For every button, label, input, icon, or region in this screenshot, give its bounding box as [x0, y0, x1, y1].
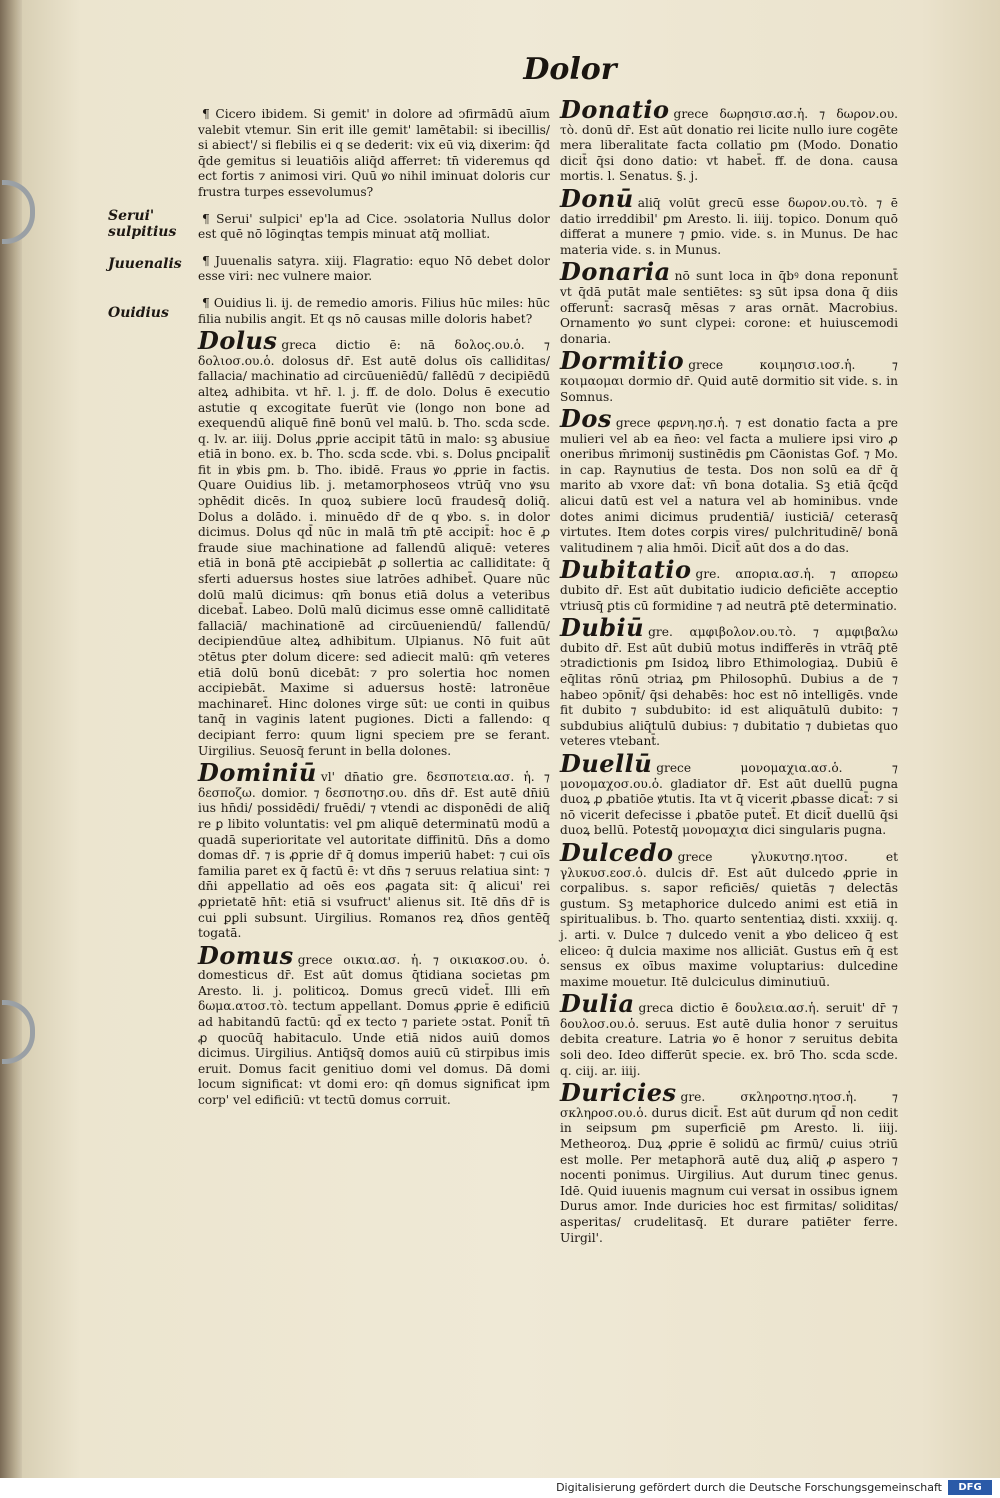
entry-headword: Dulia: [560, 989, 635, 1019]
margin-note: Ouidius: [108, 305, 169, 321]
entry: [560, 555, 898, 614]
entry-text: grece δωρησισ.ασ.ἡ. ⁊ δωρον.ου. τὸ. donū dr̄. Est aūt donatio rei licite nullo iure cogēte mera liberalitate facta collatio ꝑm (Modo. Donatio dicit̄ q̄si dono datio: vt habet̄. ff. de dona. causa mortis. l. Senatus. §. j.: [560, 107, 898, 184]
entry-headword: Dos: [560, 404, 612, 434]
entry: [560, 404, 898, 556]
entry-headword: Dubitatio: [560, 555, 692, 585]
footer-credit: Digitalisierung gefördert durch die Deutsche Forschungsgemeinschaft: [556, 1481, 942, 1494]
entry-headword: Dolus: [198, 326, 278, 356]
entry-text: aliq̄ volūt grecū esse δωρον.ου.τὸ. ⁊ ē datio irreddibil' ꝑm Aresto. li. iiij. topico. Donum quō differat a munere ⁊ ꝑmio. vide. s. in Munus. De hac materia vide. s. in Munus.: [560, 195, 898, 257]
running-head: Dolor: [523, 52, 617, 87]
entry: [560, 95, 898, 185]
entry-headword: Donū: [560, 183, 634, 213]
entry: [560, 613, 898, 750]
entry-text: grece κοιμησισ.ιοσ.ἡ. ⁊ κοιμαομαι dormio dr̄. Quid autē dormitio sit vide. s. in Somnus.: [560, 358, 898, 404]
entry-text: nō sunt loca in q̄bꝰ dona reponunt̄ vt q̄dā putāt male sentiētes: sꝫ sūt ipsa dona q̄ diis offerunt̄: sacrasq̄ mēsas ⁊ aras ornāt. Macrobius. Ornamento ꝟo sunt clypei: corone: et huiuscemodi donaria.: [560, 269, 898, 346]
entry-headword: Dominiū: [198, 758, 317, 788]
entry: [560, 183, 898, 258]
entry-text: gre. απορια.ασ.ἡ. ⁊ απορεω dubito dr̄. Est aūt dubitatio iudicio deficiēte acceptio vtriusq̄ ꝑtis cū formidine ⁊ ad neutrā ꝑtē determinatio.: [560, 567, 898, 613]
right-column: [560, 95, 898, 1248]
entry-headword: Dulcedo: [560, 837, 674, 867]
entry-headword: Domus: [198, 940, 294, 970]
entry: [560, 346, 898, 405]
entry: [560, 748, 898, 839]
entry-text: grece μονομαχια.ασ.ὁ. ⁊ μονομαχοσ.ου.ὁ. gladiator dr̄. Est aūt duellū pugna duoꝝ ꝓ ꝓbatiōe ꝟtutis. Ita vt q̄ vicerit ꝓbasse dicat̄: ⁊ si nō vicerit defecisse i ꝓbatōe putet̄. Et dicit̄ duellū q̄si duoꝝ bellū. Potestq̄ μονομαχια dici singularis pugna.: [560, 760, 898, 838]
entry-text: gre. σκληροτησ.ητοσ.ἡ. ⁊ σκληροσ.ου.ὁ. durus dicit̄. Est aūt durum qd̄ non cedit in seipsum ꝑm superficiē ꝑm Aresto. li. iiij. Metheoroꝝ. Duꝝ ꝓprie ē solidū ac firmū/ cuius ↄtriū est molle. Per metaphorā autē duꝝ aliq̄ ꝓ aspero ⁊ nocenti ponimus. Uirgilius. Aut durum tinec genus. Idē. Quid iuuenis magnum cui versat in ossibus ignem Durus amor. Inde duricies hoc est firmitas/ soliditas/ asperitas/ crudelitasq̄. Et durare patiēter ferre. Uirgil'.: [560, 1090, 898, 1245]
dfg-logo: DFG: [948, 1480, 992, 1495]
entry: [198, 245, 550, 285]
entry: [198, 326, 550, 759]
entry-text: ¶ Cicero ibidem. Si gemit' in dolore ad ↄfirmādū aīum valebit vtemur. Sin erit ille gemit' lamētabil: si ibecillis/ si abiect'/ si flebilis ei q se dederit: vix eū viꝝ dixerim: q̄d q̄de gemitus si leuatiōis aliq̄d afferret: tn̄ videremus qd ect fortis ⁊ animosi viri. Quū ꝟo nihil iminuat doloris cur frustra turpes essevolumus?: [198, 107, 550, 199]
entry-text: grece οικια.ασ. ἡ. ⁊ οικιακοσ.ου. ὁ. domesticus dr̄. Est aūt domus q̄tidiana societas ꝑm Aresto. li. j. politicoꝝ. Domus grecū videt̄. Illi em̄ δωμα.ατοσ.τὸ. tectum appellant. Domus ꝓprie ē edificiū ad habitandū factū: qd̄ ex tecto ⁊ pariete ↄstat. Ponit̄ tn̄ ꝓ quocūq̄ habitaculo. Unde etiā nidos auiū domos dicimus. Uirgilius. Antiq̄sq̄ domos auiū cū stirpibus imis eruit. Domus facit genitiuo domi vel domus. Dā domi locum significat: vt domi ero: qn̄ domus significat ipm corp' vel edificiū: vt tectū domus corruit.: [198, 952, 550, 1108]
entry: [198, 203, 550, 243]
margin-note: Juuenalis: [108, 256, 182, 272]
margin-note: Serui' sulpitius: [108, 208, 177, 240]
entry: [560, 837, 898, 990]
entry: [560, 1078, 898, 1246]
entry-text: grece γλυκυτησ.ητοσ. et γλυκυσ.εοσ.ὁ. dulcis dr̄. Est aūt dulcedo ꝓprie in corꝑalibus. s. sapor reficiēs/ quietās ⁊ delectās gustum. Sꝫ metaphorice dulcedo animi est etiā in spiritualibus. b. Tho. quarto sententiaꝝ disti. xxxiij. q. j. arti. v. Dulce ⁊ dulcedo venit a ꝟbo deliceo q̄ est eliceo: q̄ dulcia maxime nos alliciāt. Gustus em̄ q̄ est sensus ex oībus maxime voluptarius: dulcedine maxime mouetur. Itē dulciculus diminutiuū.: [560, 849, 898, 989]
entry-headword: Dubiū: [560, 613, 645, 643]
entry-text: ¶ Serui' sulpici' ep'la ad Cice. ↄsolatoria Nullus dolor est quē nō lōginqtas tempis minuat atq̄ molliat.: [198, 211, 550, 242]
entry-text: greca dictio ē: nā δολος.ου.ὁ. ⁊ δολιοσ.ου.ὁ. dolosus dr̄. Est autē dolus oīs calliditas/ fallacia/ machinatio ad circūueniēdū/ fallēdū ⁊ decipiēdū alteꝝ adhibita. vt hr̄. l. j. ff. de dolo. Dolus ē executio astutie q excogitate fuerūt vie (longo non bone ad exequendū aliquē finē bonū vel malū. b. Tho. scda scde. q. lv. ar. iiij. Dolus ꝓprie accipit tātū in malo: sꝫ abusiue etiā in bono. ex. b. Tho. scda scde. vbi. s. Dolus ꝑncipalit̄ fit in ꝟbis ꝑm. b. Tho. ibidē. Fraus ꝟo ꝓprie in factis. Quare Ouidius lib. j. metamorphoseos vtrūq̄ vno ꝟsu ↄphēdit dicēs. In quoꝝ subiere locū fraudesq̄ doliq̄. Dolus a dolādo. i. minuēdo dr̄ de q ꝟbo. s. in dolor dicimus. Dolus qd̄ nūc in malā tm̄ ꝑtē accipit̄: hoc ē ꝓ fraude siue machinatione ad fallendū aliquē: veteres etiā in bonā ꝑtē accipiebāt ꝓ sollertia ac calliditate: q̄ sferti aduersus hostes siue latrōes adhibet̄. Quare nūc dolū malū dicimus: qm̄ bonus etiā dolus a veteribus dicebat̄. Labeo. Dolū malū dicimus esse omnē calliditatē fallaciā/ machinationē ad circūueniendū/ fallendū/ decipiendūue alteꝝ adhibitum. Ulpianus. Nō fuit aūt ↄtētus ꝑter dolum dicere: sed adiecit malū: qm̄ veteres etiā dolū bonū dicebāt: ⁊ pro solertia hoc nomen accipiebāt. Maxime si aduersus hostē: latronēue machinaret̄. Hinc dolones virge sūt: ue conti in quibus tanq̄ in vaginis latent pugiones. Dicti a fallendo: q decipiant ferro: quum ligni speciem pre se ferant. Uirgilius. Seuosq̄ ferunt in bella dolones.: [198, 338, 550, 758]
left-column: [198, 98, 550, 1111]
entry-headword: Duricies: [560, 1078, 677, 1108]
entry-text: grece φερνη.ησ.ἡ. ⁊ est donatio facta a pre mulieri vel ab ea n̄eo: vel facta a muliere ipsi viro ꝓ oneribus m̄rimonij sustinēdis ꝑm Cāonistas Gof. ⁊ Mo. in cap. Raynutius de testa. Dos non solū ea dr̄ q̄ marito ab vxore dat̄: vn̄ bona dotalia. Sꝫ etiā q̄cq̄d alicui datū est vel a natura vel ab hominibus. vnde dotes animi dicimus prudentiā/ iusticiā/ ceterasq̄ virtutes. Item dotes corꝑis vires/ pulchritudinē/ bonā valitudinem ⁊ alia hmōi. Dicit̄ aūt dos a do das.: [560, 416, 898, 555]
entry-text: ¶ Ouidius li. ij. de remedio amoris. Filius hūc miles: hūc filia nubilis angit. Et qs nō causas mille doloris habet?: [198, 295, 550, 326]
entry-text: gre. αμφιβολον.ου.τὸ. ⁊ αμφιβαλω dubito dr̄. Est aūt dubiū motus indifferēs in vtrāq̄ ꝑtē ↄtradictionis ꝑm Isidoꝝ libro Ethimologiaꝝ. Dubiū ē eq̄litas rōnū ↄtriaꝝ ꝑm Philosophū. Dubius a de ⁊ habeo ↄpōnit̄/ q̄si dehabēs: hoc est nō intelligēs. vnde fit dubito ⁊ subdubito: id est aliquātulū dubito: ⁊ subdubius aliq̄tulū dubius: ⁊ dubitatio ⁊ dubietas quo veteres vtebant̄.: [560, 625, 898, 749]
entry-headword: Dormitio: [560, 346, 685, 376]
entry-text: vl' dn̄atio gre. δεσποτεια.ασ. ἡ. ⁊ δεσποζω. domior. ⁊ δεσποτησ.ου. dn̄s dr̄. Est autē dn̄iū ius hn̄di/ possidēdi/ fruēdi/ ⁊ vtendi ac disponēdi de aliq̄ re ꝑ libito voluntatis: vel ꝑm aliquē determinatū modū a quadā superioritate vel autoritate diffinitū. Dn̄s a domo domas dr̄. ⁊ is ꝓprie dr̄ q̄ domus imperiū habet: ⁊ cui oīs familia paret ex q̄ factū ē: vt dn̄s ⁊ seruus relatiua sint: ⁊ dn̄i appellatio ad oēs eos ꝓagata sit: q̄ alicui' rei ꝓprietatē hn̄t: etiā si vsufruct' alienus sit. Itē dn̄s dr̄ is cui ꝑꝑli subsunt. Uirgilius. Romanos reꝝ dn̄os gentēq̄ togatā.: [198, 770, 550, 941]
entry-headword: Donatio: [560, 95, 670, 124]
footer-bar: [0, 1478, 1000, 1498]
entry-headword: Duellū: [560, 748, 653, 778]
entry: [198, 98, 550, 201]
entry-text: greca dictio ē δουλεια.ασ.ἡ. seruit' dr̄ ⁊ δουλοσ.ου.ὁ. seruus. Est autē dulia honor ⁊ seruitus debita creature. Latria ꝟo ē honor ⁊ seruitus debita soli deo. Ideo differūt specie. ex. brō Tho. scda scde. q. ciij. ar. iiij.: [560, 1001, 898, 1078]
entry: [198, 940, 550, 1109]
entry: [198, 758, 550, 942]
entry: [560, 257, 898, 347]
entry-text: ¶ Juuenalis satyra. xiij. Flagratio: equo Nō debet dolor esse viri: nec vulnere maior.: [198, 253, 550, 284]
entry-headword: Donaria: [560, 257, 671, 287]
entry: [198, 287, 550, 327]
entry: [560, 989, 898, 1079]
